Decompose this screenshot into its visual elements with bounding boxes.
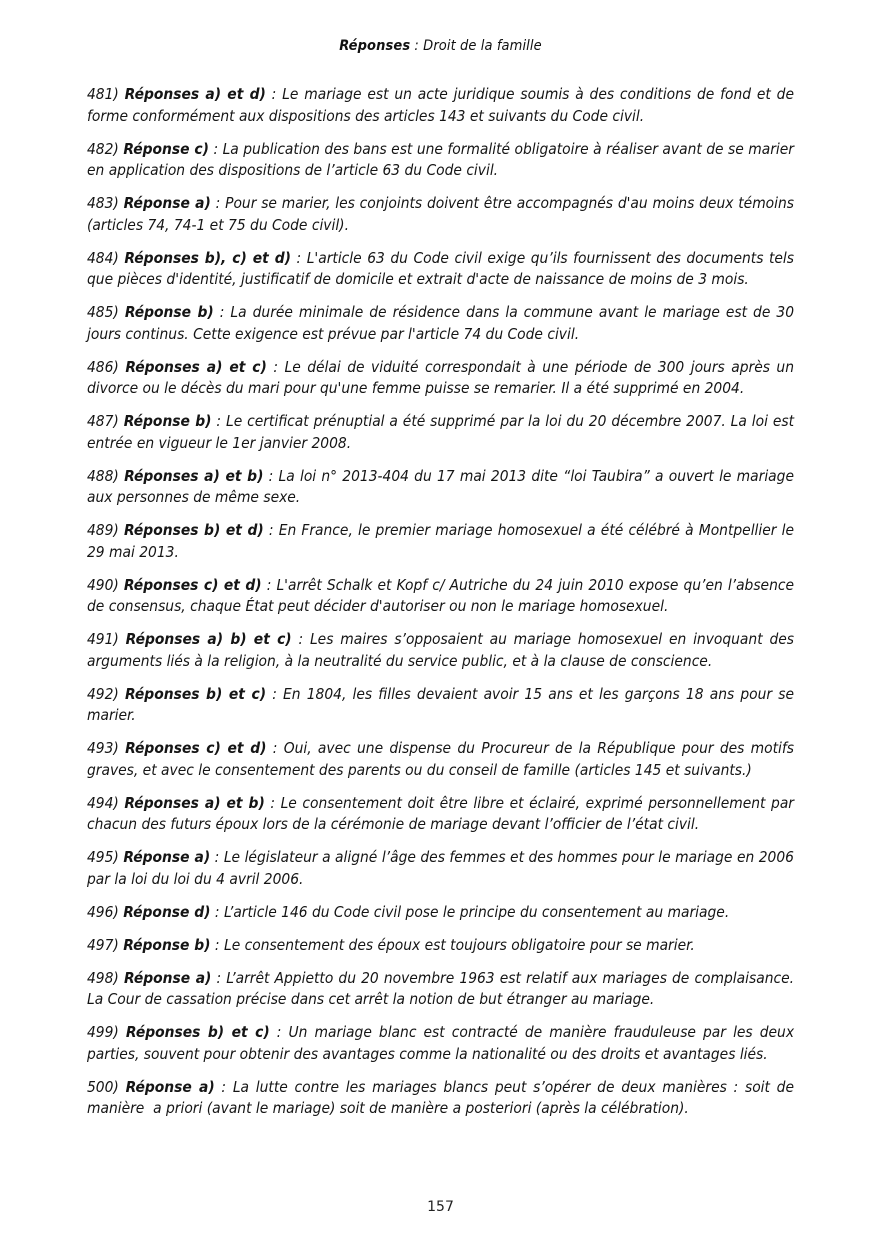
answer-label: Réponse a) — [123, 968, 212, 987]
answer-number: 493) — [87, 739, 119, 757]
answer-number: 499) — [87, 1023, 119, 1041]
answer-separator: : — [263, 466, 279, 485]
answer-text: Un mariage blanc est contracté de manière frauduleuse par les deux parties, souvent pour obtenir des avantages comme la nationalité ou des droits et avantages liés. — [87, 1023, 799, 1063]
answer-separator: : — [213, 303, 231, 321]
answer-item — [87, 793, 799, 836]
answer-number: 496) — [87, 902, 119, 921]
answer-separator: : — [261, 575, 277, 594]
answer-number: 494) — [87, 793, 119, 812]
answer-separator: : — [266, 357, 285, 376]
running-head-label: Réponses — [339, 38, 411, 54]
answer-text: Les maires s’opposaient au mariage homosexuel en invoquant des arguments liés à la religion, à la neutralité du service public, et à la clause de conscience. — [87, 630, 799, 670]
answer-label: Réponses a) et b) — [124, 793, 265, 812]
answer-label: Réponses c) et d) — [125, 739, 267, 757]
answer-number: 489) — [87, 521, 119, 539]
answer-separator: : — [269, 1023, 289, 1041]
answer-label: Réponse c) — [123, 139, 209, 158]
answer-number: 481) — [87, 85, 119, 103]
answer-separator: : — [265, 85, 283, 103]
answer-label: Réponse a) — [125, 1077, 215, 1096]
answers-list — [87, 84, 803, 1120]
answer-text: En 1804, les filles devaient avoir 15 ans et les garçons 18 ans pour se marier. — [87, 684, 799, 724]
answer-number: 488) — [87, 466, 119, 485]
answer-label: Réponses b), c) et d) — [124, 248, 291, 267]
answer-item — [87, 684, 799, 727]
answer-text: Le consentement doit être libre et éclairé, exprimé personnellement par chacun des futurs époux lors de la cérémonie de mariage devant l’officier de l’état civil. — [87, 793, 799, 833]
answer-text: Pour se marier, les conjoints doivent être accompagnés d'au moins deux témoins (articles 74, 74-1 et 75 du Code civil). — [87, 194, 799, 234]
answer-number: 484) — [87, 248, 119, 267]
answer-separator: : — [266, 739, 284, 757]
answer-number: 495) — [87, 848, 119, 866]
answer-number: 491) — [87, 630, 119, 648]
answer-text: En France, le premier mariage homosexuel a été célébré à Montpellier le 29 mai 2013. — [87, 521, 799, 561]
answer-item — [87, 84, 799, 127]
answer-label: Réponse b) — [123, 412, 212, 430]
answer-separator: : — [266, 684, 284, 703]
answer-label: Réponses c) et d) — [123, 575, 262, 594]
answer-number: 487) — [87, 412, 119, 430]
answer-number: 485) — [87, 303, 119, 321]
answer-text: La publication des bans est une formalité obligatoire à réaliser avant de se marier en application des dispositions de l’article 63 du Code civil. — [87, 139, 799, 179]
answer-label: Réponse a) — [123, 194, 211, 212]
answer-text: Le certificat prénuptial a été supprimé par la loi du 20 décembre 2007. La loi est entrée en vigueur le 1er janvier 2008. — [87, 412, 799, 452]
answer-item — [87, 302, 799, 345]
answer-item — [87, 575, 799, 618]
answer-item — [87, 738, 799, 781]
answer-text: L'article 63 du Code civil exige qu’ils fournissent des documents tels que pièces d'identité, justificatif de domicile et extrait d'acte de naissance de moins de 3 mois. — [87, 248, 799, 288]
answer-item — [87, 466, 803, 509]
answer-label: Réponses a) et b) — [124, 466, 264, 485]
answer-item — [87, 520, 799, 563]
answer-number: 492) — [87, 684, 119, 703]
answer-text: La durée minimale de résidence dans la commune avant le mariage est de 30 jours continus. Cette exigence est prévue par l'article 74 du Code civil. — [87, 303, 799, 343]
answer-label: Réponse b) — [123, 935, 211, 954]
answer-item — [87, 357, 799, 400]
answer-separator: : — [211, 968, 227, 987]
answer-number: 498) — [87, 968, 119, 987]
page-number: 157 — [427, 1199, 454, 1215]
answer-text: L’arrêt Appietto du 20 novembre 1963 est relatif aux mariages de complaisance. La Cour de cassation précise dans cet arrêt la notion de but étranger au mariage. — [87, 968, 799, 1008]
answer-label: Réponses a) b) et c) — [125, 630, 292, 648]
answer-text: La lutte contre les mariages blancs peut s’opérer de deux manières : soit de manière a priori (avant le mariage) soit de manière a posteriori (après la célébration). — [87, 1077, 799, 1117]
answer-label: Réponses a) et d) — [124, 85, 266, 103]
answer-item — [87, 629, 799, 672]
answer-label: Réponses b) et c) — [125, 1023, 270, 1041]
answer-item — [87, 248, 799, 291]
answer-number: 483) — [87, 194, 119, 212]
answer-text: Le législateur a aligné l’âge des femmes et des hommes pour le mariage en 2006 par la loi du loi du 4 avril 2006. — [87, 848, 799, 888]
answer-separator: : — [208, 139, 223, 158]
answer-separator: : — [210, 194, 226, 212]
answer-number: 500) — [87, 1077, 119, 1096]
answer-item — [87, 411, 799, 454]
answer-item — [87, 935, 794, 957]
answer-separator: : — [263, 521, 279, 539]
running-head-title: Droit de la famille — [423, 38, 542, 54]
answer-item — [87, 902, 794, 924]
answer-text: Le délai de viduité correspondait à une période de 300 jours après un divorce ou le décès du mari pour qu'une femme puisse se remarier. Il a été supprimé en 2004. — [87, 357, 799, 397]
answer-label: Réponse d) — [123, 902, 211, 921]
answer-text: L'arrêt Schalk et Kopf c/ Autriche du 24 juin 2010 expose qu’en l’absence de consensus, chaque État peut décider d'autoriser ou non le mariage homosexuel. — [87, 575, 799, 615]
answer-number: 482) — [87, 139, 119, 158]
answer-label: Réponse a) — [123, 848, 211, 866]
answer-text: Le consentement des époux est toujours obligatoire pour se marier. — [223, 935, 695, 954]
answer-text: Oui, avec une dispense du Procureur de la République pour des motifs graves, et avec le consentement des parents ou du conseil de famille (articles 145 et suivants.) — [87, 739, 799, 779]
answer-label: Réponse b) — [124, 303, 214, 321]
answer-separator: : — [210, 935, 224, 954]
answer-text: La loi n° 2013-404 du 17 mai 2013 dite “loi Taubira” a ouvert le mariage aux personnes de même sexe. — [87, 466, 803, 506]
answer-item — [87, 968, 799, 1011]
answer-number: 486) — [87, 357, 119, 376]
answer-separator: : — [210, 848, 224, 866]
running-head-separator: : — [410, 38, 424, 54]
answer-separator: : — [210, 902, 224, 921]
answer-item — [87, 139, 799, 182]
running-head — [0, 38, 881, 55]
answer-number: 497) — [87, 935, 119, 954]
answer-separator: : — [291, 630, 310, 648]
answer-item — [87, 193, 799, 236]
answer-label: Réponses b) et d) — [124, 521, 264, 539]
answer-text: L’article 146 du Code civil pose le principe du consentement au mariage. — [223, 902, 730, 921]
answer-number: 490) — [87, 575, 119, 594]
answer-separator: : — [290, 248, 307, 267]
answer-item — [87, 1022, 799, 1065]
answer-label: Réponses a) et c) — [125, 357, 267, 376]
answer-item — [87, 847, 799, 890]
answer-text: Le mariage est un acte juridique soumis à des conditions de fond et de forme conformément aux dispositions des articles 143 et suivants du Code civil. — [87, 85, 799, 125]
answer-label: Réponses b) et c) — [125, 684, 267, 703]
answer-item — [87, 1077, 799, 1120]
answer-separator: : — [214, 1077, 233, 1096]
answer-separator: : — [264, 793, 281, 812]
answer-separator: : — [211, 412, 226, 430]
